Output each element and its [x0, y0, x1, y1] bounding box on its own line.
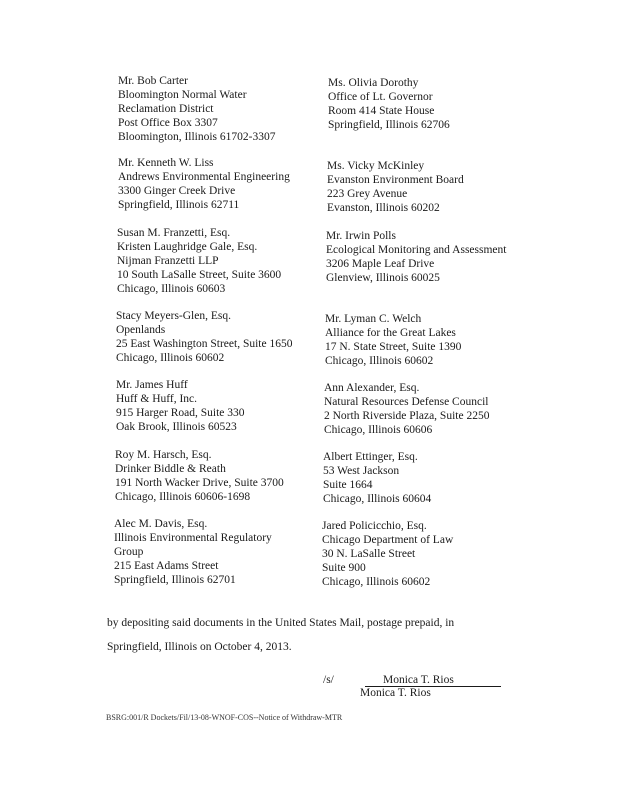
address-line: Andrews Environmental Engineering: [118, 171, 290, 183]
address-block-right-1: [328, 76, 450, 132]
address-line: Chicago, Illinois 60603: [117, 283, 226, 295]
address-block-left-5: [116, 378, 245, 434]
address-line: Mr. Kenneth W. Liss: [118, 157, 214, 169]
address-line: 17 N. State Street, Suite 1390: [325, 341, 462, 353]
address-line: 191 North Wacker Drive, Suite 3700: [115, 477, 284, 489]
address-line: Chicago, Illinois 60602: [322, 576, 431, 588]
address-line: 53 West Jackson: [323, 465, 400, 477]
address-line: Office of Lt. Governor: [328, 91, 433, 103]
address-block-right-7: [322, 519, 453, 589]
signature-line: [323, 674, 501, 687]
address-line: Ecological Monitoring and Assessment: [326, 244, 507, 256]
address-block-right-6: [323, 450, 431, 506]
address-line: Ms. Vicky McKinley: [327, 160, 425, 172]
address-line: Evanston Environment Board: [327, 174, 464, 186]
address-line: 215 East Adams Street: [114, 560, 219, 572]
typed-signature: Monica T. Rios: [360, 687, 431, 699]
address-line: Evanston, Illinois 60202: [327, 202, 440, 214]
address-line: Springfield, Illinois 62701: [114, 574, 236, 586]
address-line: Chicago, Illinois 60606-1698: [115, 491, 251, 503]
address-line: Reclamation District: [118, 103, 214, 115]
address-line: Bloomington, Illinois 61702-3307: [118, 131, 276, 143]
address-line: Chicago Department of Law: [322, 534, 454, 546]
address-line: Suite 900: [322, 562, 366, 574]
address-line: Stacy Meyers-Glen, Esq.: [116, 310, 231, 322]
address-line: Bloomington Normal Water: [118, 89, 247, 101]
address-block-right-2: [327, 159, 464, 215]
address-line: 10 South LaSalle Street, Suite 3600: [117, 269, 282, 281]
address-line: Group: [114, 546, 144, 558]
address-line: Suite 1664: [323, 479, 373, 491]
address-line: Chicago, Illinois 60602: [325, 355, 434, 367]
address-line: Mr. James Huff: [116, 379, 188, 391]
address-line: Mr. Irwin Polls: [326, 230, 396, 242]
address-line: 223 Grey Avenue: [327, 188, 408, 200]
address-line: Glenview, Illinois 60025: [326, 272, 440, 284]
address-line: Jared Policicchio, Esq.: [322, 520, 427, 532]
address-line: Huff & Huff, Inc.: [116, 393, 198, 405]
address-line: 3300 Ginger Creek Drive: [118, 185, 236, 197]
address-line: Natural Resources Defense Council: [324, 396, 489, 408]
address-block-left-7: [114, 517, 272, 587]
address-line: 30 N. LaSalle Street: [322, 548, 416, 560]
address-block-left-2: [118, 156, 290, 212]
address-line: Susan M. Franzetti, Esq.: [117, 227, 231, 239]
address-block-left-6: [115, 448, 284, 504]
address-block-right-4: [325, 312, 461, 368]
address-block-left-1: [118, 74, 276, 144]
signature-slash: /s/: [323, 674, 334, 686]
address-line: Ms. Olivia Dorothy: [328, 77, 419, 89]
address-line: Drinker Biddle & Reath: [115, 463, 226, 475]
address-line: Mr. Lyman C. Welch: [325, 313, 422, 325]
address-line: Room 414 State House: [328, 105, 435, 117]
address-block-right-3: [326, 229, 506, 285]
address-line: Ann Alexander, Esq.: [324, 382, 420, 394]
address-line: Springfield, Illinois 62706: [328, 119, 450, 131]
address-line: Nijman Franzetti LLP: [117, 255, 219, 267]
signature-name: Monica T. Rios: [365, 674, 501, 687]
closing-line-2: Springfield, Illinois on October 4, 2013.: [107, 641, 292, 653]
address-line: Alliance for the Great Lakes: [325, 327, 456, 339]
address-line: 3206 Maple Leaf Drive: [326, 258, 435, 270]
address-line: Chicago, Illinois 60606: [324, 424, 433, 436]
document-footer: BSRG:001/R Dockets/Fil/13-08-WNOF-COS--Notice of Withdraw-MTR: [106, 713, 343, 722]
address-block-right-5: [324, 381, 489, 437]
address-line: Mr. Bob Carter: [118, 75, 188, 87]
address-line: Illinois Environmental Regulatory: [114, 532, 272, 544]
address-line: Roy M. Harsch, Esq.: [115, 449, 212, 461]
address-line: Openlands: [116, 324, 166, 336]
address-line: Alec M. Davis, Esq.: [114, 518, 208, 530]
address-line: Springfield, Illinois 62711: [118, 199, 240, 211]
address-line: Kristen Laughridge Gale, Esq.: [117, 241, 258, 253]
address-line: Chicago, Illinois 60602: [116, 352, 225, 364]
address-line: Post Office Box 3307: [118, 117, 218, 129]
address-line: 2 North Riverside Plaza, Suite 2250: [324, 410, 490, 422]
address-line: Albert Ettinger, Esq.: [323, 451, 418, 463]
address-line: Oak Brook, Illinois 60523: [116, 421, 237, 433]
address-line: Chicago, Illinois 60604: [323, 493, 432, 505]
address-line: 915 Harger Road, Suite 330: [116, 407, 245, 419]
address-block-left-3: [117, 226, 281, 296]
address-block-left-4: [116, 309, 292, 365]
closing-line-1: by depositing said documents in the United States Mail, postage prepaid, in: [107, 617, 455, 629]
address-line: 25 East Washington Street, Suite 1650: [116, 338, 293, 350]
